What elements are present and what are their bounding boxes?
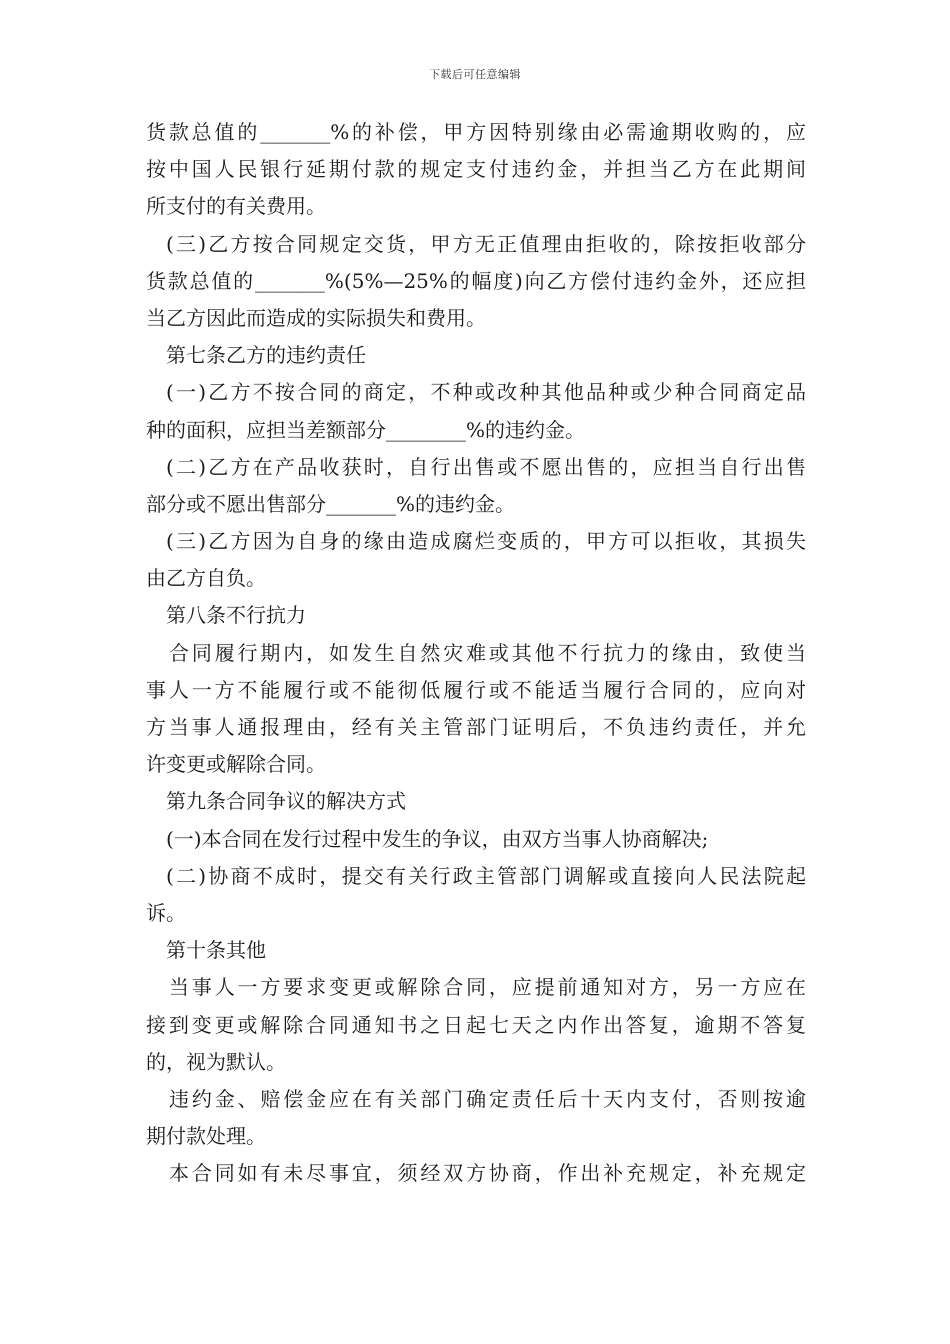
document-body [146,114,806,1192]
section-heading: 第九条合同争议的解决方式 [166,789,406,814]
paragraph-line: 期付款处理。 [146,1124,266,1149]
paragraph-line: 部分或不愿出售部分_______%的违约金。 [146,491,516,516]
paragraph-line: 按中国人民银行延期付款的规定支付违约金，并担当乙方在此期间 [146,157,806,182]
paragraph-line: 方当事人通报理由，经有关主管部门证明后，不负违约责任，并允 [146,715,806,739]
paragraph-line: 种的面积，应担当差额部分________%的违约金。 [146,417,586,442]
section-heading: 第八条不行抗力 [166,603,306,628]
paragraph-line: 接到变更或解除合同通知书之日起七天之内作出答复，逾期不答复 [146,1012,806,1037]
paragraph-line: 由乙方自负。 [146,566,266,591]
page-header: 下载后可任意编辑 [429,68,521,81]
paragraph-line: 违约金、赔偿金应在有关部门确定责任后十天内支付，否则按逾 [169,1086,806,1111]
paragraph-line: (二)乙方在产品收获时，自行出售或不愿出售的，应担当自行出售 [166,454,806,479]
paragraph-line: (三)乙方按合同规定交货，甲方无正值理由拒收的，除按拒收部分 [166,231,806,256]
paragraph-line: 本合同如有未尽事宜，须经双方协商，作出补充规定，补充规定 [169,1161,806,1186]
paragraph-line: 诉。 [146,900,186,925]
paragraph-line: (一)本合同在发行过程中发生的争议，由双方当事人协商解决; [166,826,709,851]
paragraph-line: 事人一方不能履行或不能彻低履行或不能适当履行合同的，应向对 [146,677,806,702]
paragraph-line: (三)乙方因为自身的缘由造成腐烂变质的，甲方可以拒收，其损失 [166,529,806,554]
paragraph-line: 当乙方因此而造成的实际损失和费用。 [146,305,486,330]
paragraph-line: (二)协商不成时，提交有关行政主管部门调解或直接向人民法院起 [166,863,806,888]
paragraph-line: 当事人一方要求变更或解除合同，应提前通知对方，另一方应在 [169,975,806,1000]
paragraph-line: 货款总值的_______%(5%—25%的幅度)向乙方偿付违约金外，还应担 [146,268,806,293]
paragraph-line: 合同履行期内，如发生自然灾难或其他不行抗力的缘由，致使当 [169,640,806,665]
paragraph-line: 货款总值的_______%的补偿，甲方因特别缘由必需逾期收购的，应 [146,120,806,144]
section-heading: 第十条其他 [166,938,266,963]
section-heading: 第七条乙方的违约责任 [166,343,366,368]
paragraph-line: 许变更或解除合同。 [146,752,326,777]
paragraph-line: 所支付的有关费用。 [146,194,326,219]
paragraph-line: 的，视为默认。 [146,1049,286,1074]
paragraph-line: (一)乙方不按合同的商定，不种或改种其他品种或少种合同商定品 [166,380,806,405]
